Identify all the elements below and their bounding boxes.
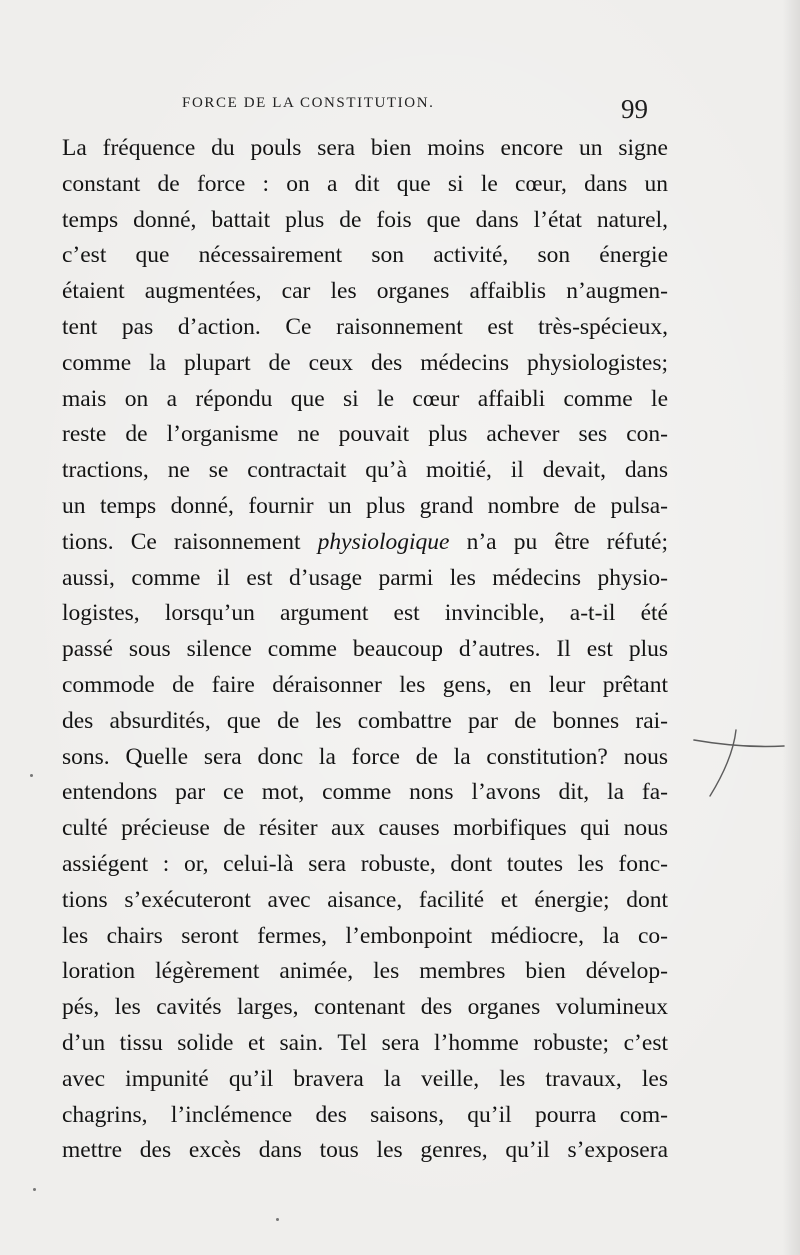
body-text [62,131,668,1169]
text-line: constant de force : on a dit que si le cœur, dans un [62,170,668,197]
text-line: comme la plupart de ceux des médecins physiologistes; [62,349,668,376]
paper-speck [30,774,33,777]
text-line: La fréquence du pouls sera bien moins encore un signe [62,135,668,161]
text-segment: n’a pu être réfuté; [449,528,668,555]
text-line: étaient augmentées, car les organes affaiblis n’augmen- [62,278,668,305]
text-line: c’est que nécessairement son activité, son énergie [62,242,668,269]
text-line: loration légèrement animée, les membres bien dévelop- [62,958,668,985]
text-line: reste de l’organisme ne pouvait plus achever ses con- [62,421,668,448]
text-line: sons. Quelle sera donc la force de la constitution? nous [62,743,668,770]
text-line: chagrins, l’inclémence des saisons, qu’il pourra com- [62,1101,668,1128]
text-line: mais on a répondu que si le cœur affaibli comme le [62,385,668,412]
text-line: commode de faire déraisonner les gens, en leur prêtant [62,671,668,698]
text-line: logistes, lorsqu’un argument est invincible, a-t-il été [62,600,668,627]
text-line: assiégent : or, celui-là sera robuste, dont toutes les fonc- [62,850,668,877]
page-edge-shadow [782,0,800,1255]
text-line: tent pas d’action. Ce raisonnement est très-spécieux, [62,313,668,340]
text-segment: tions. Ce raisonnement [62,528,318,555]
paper-speck [33,1188,36,1191]
text-line: les chairs seront fermes, l’embonpoint médiocre, la co- [62,922,668,949]
text-line: tractions, ne se contractait qu’à moitié, il devait, dans [62,457,668,484]
text-line: aussi, comme il est d’usage parmi les médecins physio- [62,564,668,591]
text-line: temps donné, battait plus de fois que dans l’état naturel, [62,206,668,233]
text-line: culté précieuse de résiter aux causes morbifiques qui nous [62,815,668,842]
text-line: passé sous silence comme beaucoup d’autres. Il est plus [62,636,668,663]
text-line: avec impunité qu’il bravera la veille, les travaux, les [62,1065,668,1092]
text-line: pés, les cavités larges, contenant des organes volumineux [62,994,668,1021]
paper-speck [276,1218,279,1221]
text-line: un temps donné, fournir un plus grand nombre de pulsa- [62,492,668,519]
text-line-with-italic [62,525,668,561]
italic-word: physiologique [317,528,450,555]
text-line: entendons par ce mot, comme nons l’avons dit, la fa- [62,779,668,806]
text-line: mettre des excès dans tous les genres, qu’il s’exposera [62,1137,668,1164]
pencil-cross-mark [692,718,786,798]
page-number: 99 [621,94,648,124]
text-line: tions s’exécuteront avec aisance, facilité et énergie; dont [62,886,668,913]
running-head: FORCE DE LA CONSTITUTION. [182,95,435,111]
text-line: des absurdités, que de les combattre par de bonnes rai- [62,707,668,734]
text-line: d’un tissu solide et sain. Tel sera l’homme robuste; c’est [62,1029,668,1056]
